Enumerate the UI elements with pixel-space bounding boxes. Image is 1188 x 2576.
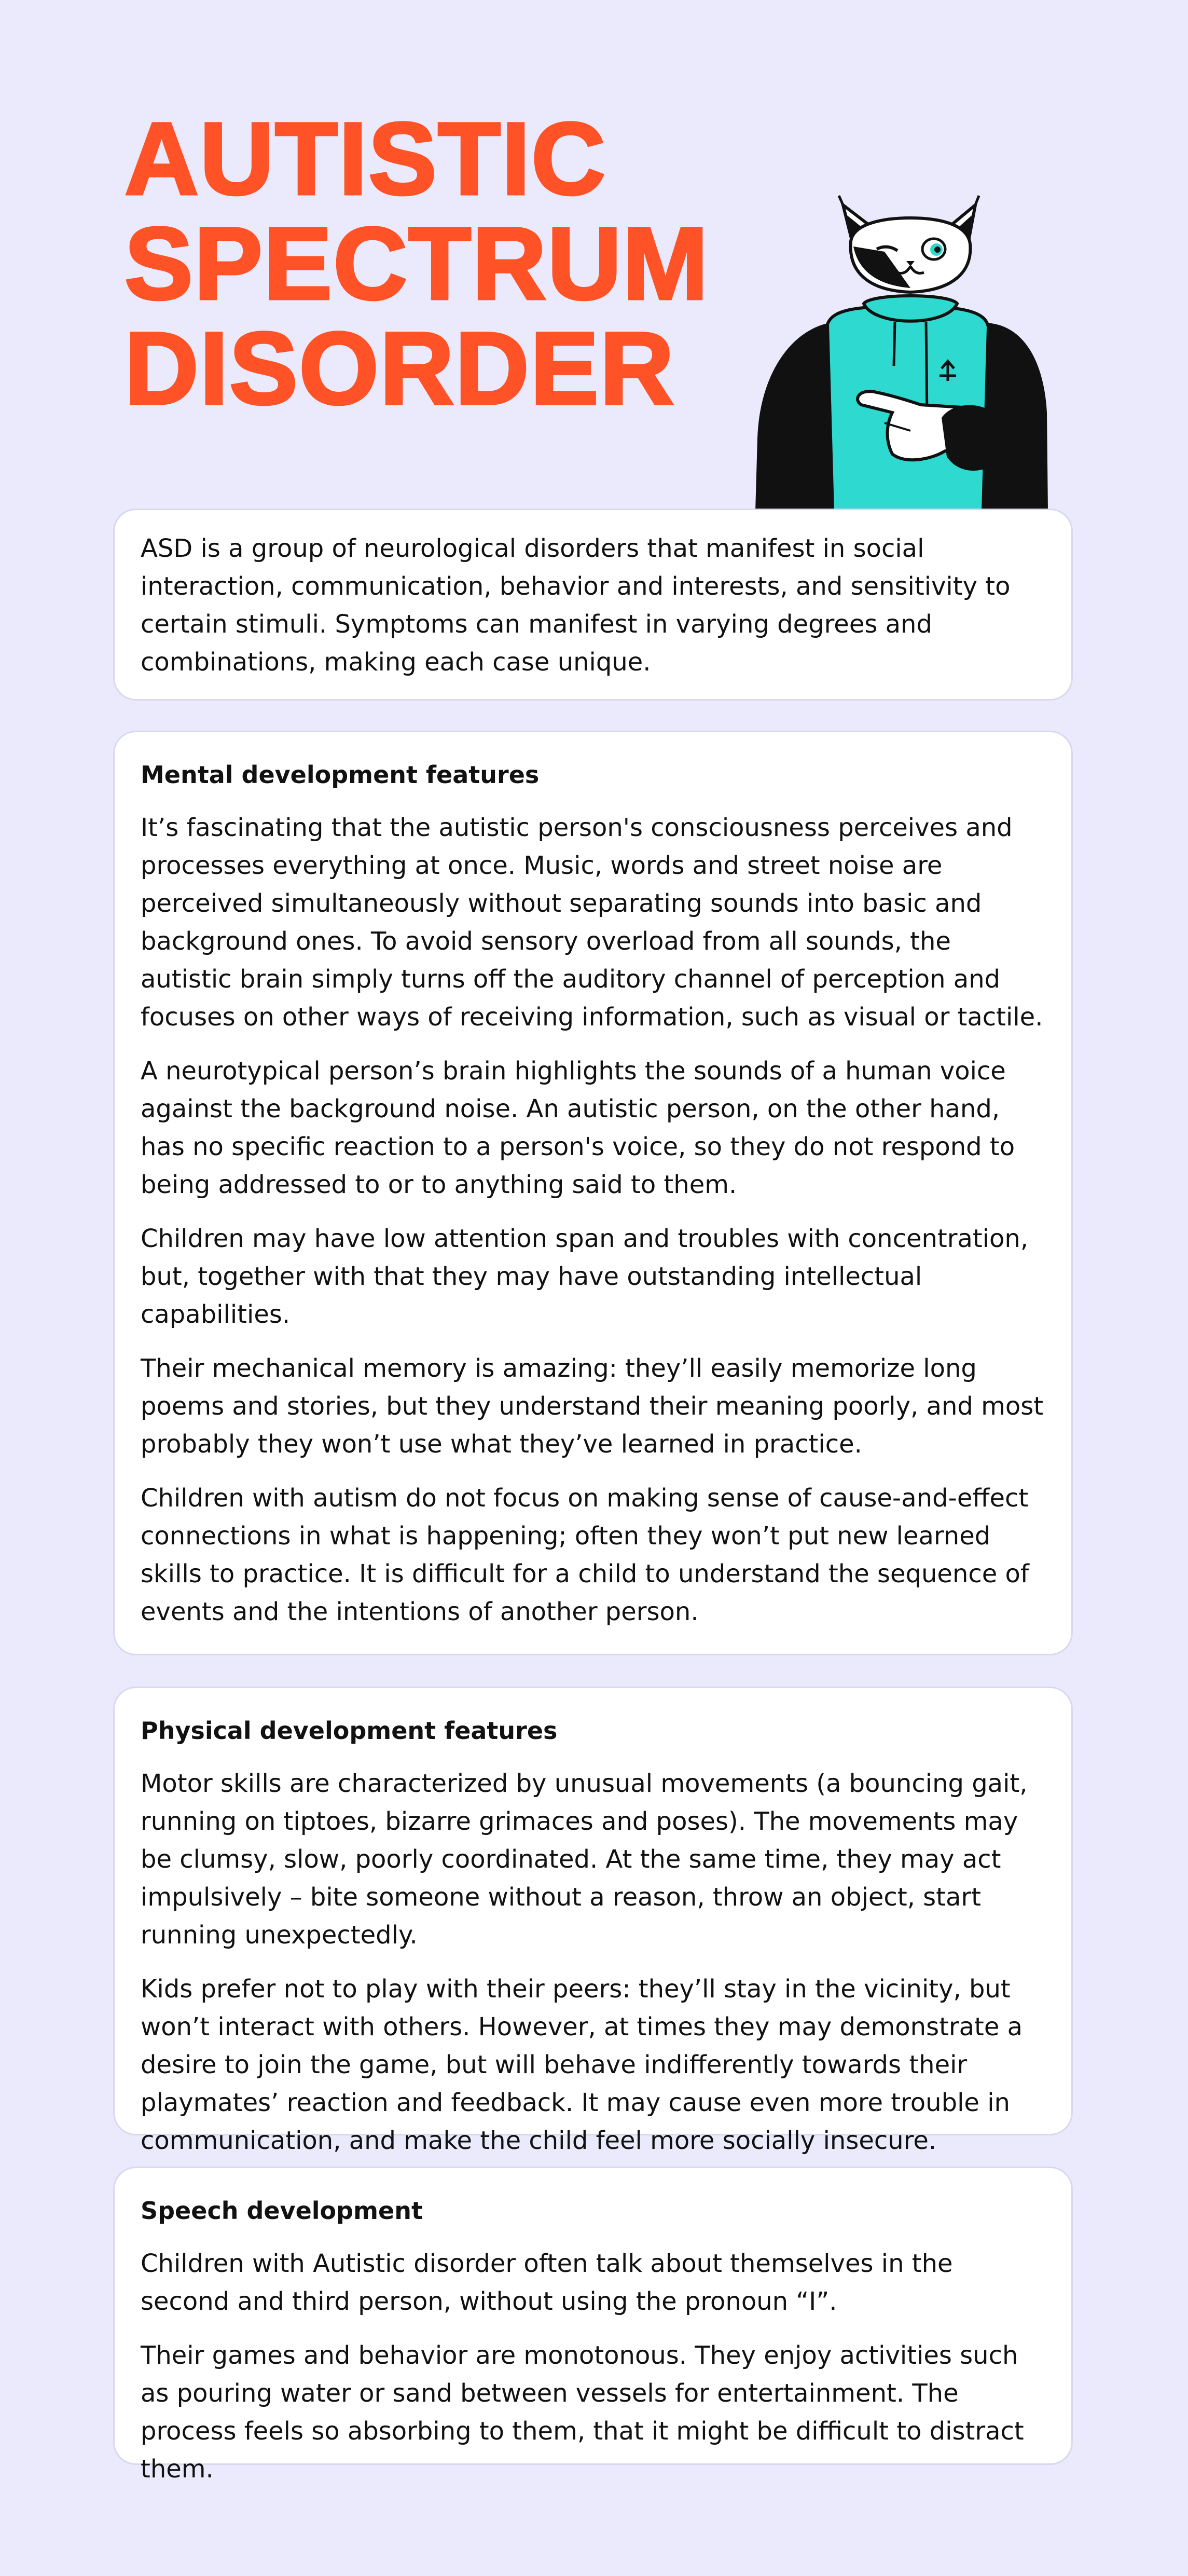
physical-paragraph: Kids prefer not to play with their peers: they’ll stay in the vicinity, but won’t interact with others. However, at times they may demonstrate a desire to join the game, but will behave indifferently towards their playmates’ reaction and feedback. It may cause even more trouble in communication, and make the child feel more socially insecure.	[141, 1975, 1023, 2155]
title-line-3: DISORDER	[125, 311, 675, 426]
speech-paragraph: Their games and behavior are monotonous. They enjoy activities such as pouring water or sand between vessels for entertainment. The process feels so absorbing to them, that it might be difficult to distract them.	[141, 2341, 1024, 2484]
speech-development-card	[113, 2167, 1073, 2484]
mental-paragraph: A neurotypical person’s brain highlights the sounds of a human voice against the background noise. An autistic person, on the other hand, has no specific reaction to a person's voice, so they do not respond to being addressed to or to anything said to them.	[141, 1057, 1015, 1199]
intro-text: ASD is a group of neurological disorders that manifest in social interaction, communication, behavior and interests, and sensitivity to certain stimuli. Symptoms can manifest in varying degrees and combinations, making each case unique.	[141, 534, 1011, 677]
page-title	[125, 101, 710, 426]
mental-paragraph: Their mechanical memory is amazing: they’ll easily memorize long poems and stories, but they understand their meaning poorly, and most probably they won’t use what they’ve learned in practice.	[141, 1354, 1044, 1459]
mental-paragraph: Children with autism do not focus on making sense of cause-and-effect connections in what is happening; often they won’t put new learned skills to practice. It is difficult for a child to understand the sequence of events and the intentions of another person.	[141, 1484, 1029, 1626]
mental-paragraph: Children may have low attention span and troubles with concentration, but, together with that they may have outstanding intellectual capabilities.	[141, 1224, 1029, 1329]
intro-card	[113, 509, 1073, 701]
mental-paragraph: It’s fascinating that the autistic person's consciousness perceives and processes everything at once. Music, words and street noise are perceived simultaneously without separating sounds into basic and background ones. To avoid sensory overload from all sounds, the autistic brain simply turns off the auditory channel of perception and focuses on other ways of receiving information, such as visual or tactile.	[141, 813, 1043, 1032]
title-line-2: SPECTRUM	[125, 206, 710, 321]
physical-paragraph: Motor skills are characterized by unusual movements (a bouncing gait, running on tiptoes, bizarre grimaces and poses). The movements may be clumsy, slow, poorly coordinated. At the same time, they may act impulsively – bite someone without a reason, throw an object, start running unexpectedly.	[141, 1769, 1028, 1950]
physical-development-card	[113, 1687, 1073, 2155]
lynx-mascot-icon	[755, 195, 1066, 511]
mental-heading: Mental development features	[141, 761, 540, 789]
speech-heading: Speech development	[141, 2197, 423, 2225]
physical-heading: Physical development features	[141, 1717, 558, 1745]
mental-development-card	[113, 731, 1073, 1655]
speech-paragraph: Children with Autistic disorder often talk about themselves in the second and third person, without using the pronoun “I”.	[141, 2249, 953, 2316]
title-line-1: AUTISTIC	[125, 101, 606, 216]
